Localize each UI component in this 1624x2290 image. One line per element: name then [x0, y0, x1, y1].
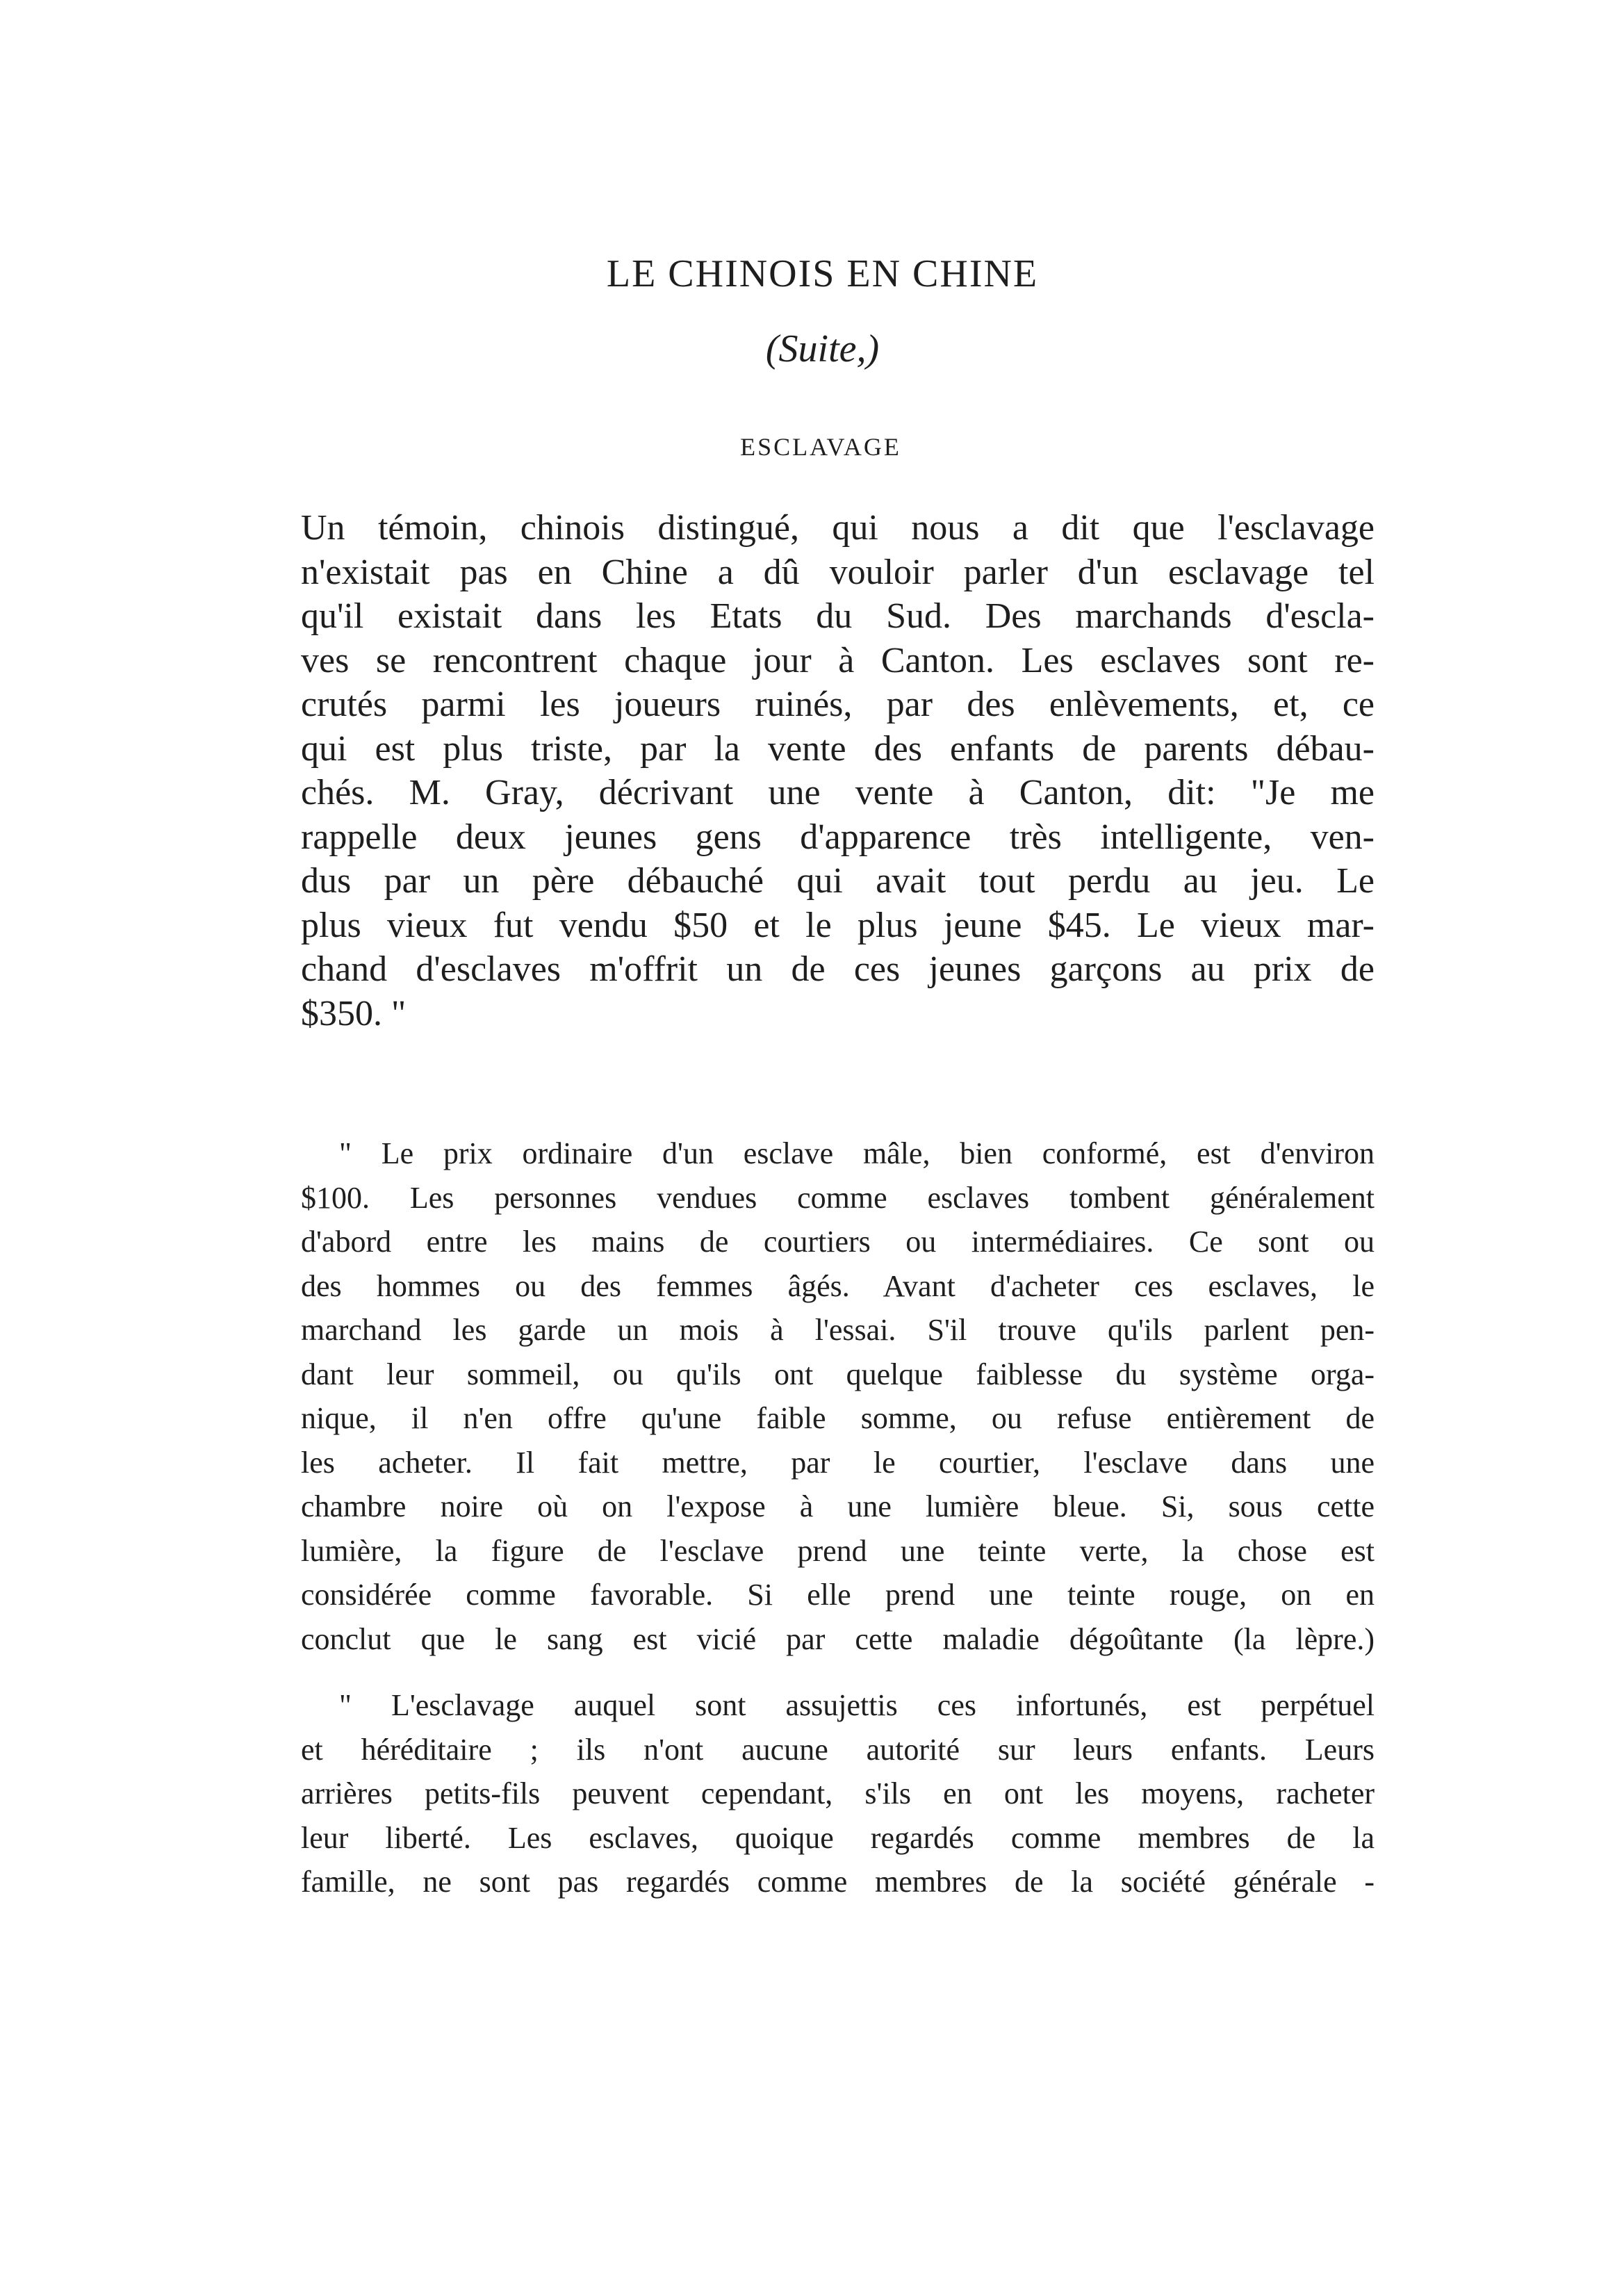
text-line: rappelle deux jeunes gens d'apparence très intelligente, ven-: [301, 817, 1375, 857]
text-line: et héréditaire ; ils n'ont aucune autorité sur leurs enfants. Leurs: [301, 1732, 1375, 1767]
text-line: considérée comme favorable. Si elle prend une teinte rouge, on en: [301, 1578, 1375, 1612]
text-line: arrières petits-fils peuvent cependant, s'ils en ont les moyens, racheter: [301, 1776, 1375, 1810]
paragraph-2: [301, 1131, 1375, 1661]
text-line: n'existait pas en Chine a dû vouloir parler d'un esclavage tel: [301, 552, 1375, 592]
text-line: chambre noire où on l'expose à une lumière bleue. Si, sous cette: [301, 1489, 1375, 1523]
paragraph-3: [301, 1683, 1375, 1904]
text-line: chés. M. Gray, décrivant une vente à Canton, dit: "Je me: [301, 773, 1375, 812]
text-line: " Le prix ordinaire d'un esclave mâle, bien conformé, est d'environ: [339, 1136, 1375, 1170]
text-line: dant leur sommeil, ou qu'ils ont quelque faiblesse du système orga-: [301, 1357, 1375, 1391]
text-line: chand d'esclaves m'offrit un de ces jeunes garçons au prix de: [301, 949, 1375, 989]
section-heading: ESCLAVAGE: [740, 433, 901, 461]
text-line: nique, il n'en offre qu'une faible somme, ou refuse entièrement de: [301, 1401, 1375, 1435]
paragraph-1: [301, 506, 1375, 1036]
text-line: des hommes ou des femmes âgés. Avant d'acheter ces esclaves, le: [301, 1268, 1375, 1303]
text-line: crutés parmi les joueurs ruinés, par des enlèvements, et, ce: [301, 685, 1375, 724]
text-line: d'abord entre les mains de courtiers ou intermédiaires. Ce sont ou: [301, 1225, 1375, 1259]
text-line: lumière, la figure de l'esclave prend une teinte verte, la chose est: [301, 1533, 1375, 1568]
text-line: conclut que le sang est vicié par cette maladie dégoûtante (la lèpre.): [301, 1621, 1375, 1656]
text-line: marchand les garde un mois à l'essai. S'il trouve qu'ils parlent pen-: [301, 1313, 1375, 1347]
text-line: famille, ne sont pas regardés comme membres de la société générale -: [301, 1865, 1375, 1899]
text-line: qui est plus triste, par la vente des enfants de parents débau-: [301, 728, 1375, 769]
text-line: qu'il existait dans les Etats du Sud. Des marchands d'escla-: [301, 596, 1375, 636]
text-line: leur liberté. Les esclaves, quoique regardés comme membres de la: [301, 1820, 1375, 1855]
text-line: $100. Les personnes vendues comme esclaves tombent généralement: [301, 1180, 1375, 1215]
page-subtitle: (Suite,): [765, 327, 880, 370]
text-line: plus vieux fut vendu $50 et le plus jeune $45. Le vieux mar-: [301, 905, 1375, 945]
text-line: dus par un père débauché qui avait tout perdu au jeu. Le: [301, 861, 1375, 901]
text-line: Un témoin, chinois distingué, qui nous a dit que l'esclavage: [301, 508, 1375, 548]
text-line: $350. ": [301, 993, 407, 1033]
text-line: " L'esclavage auquel sont assujettis ces infortunés, est perpétuel: [339, 1688, 1375, 1722]
page-title: LE CHINOIS EN CHINE: [606, 252, 1039, 295]
text-line: ves se rencontrent chaque jour à Canton. Les esclaves sont re-: [301, 640, 1375, 680]
text-line: les acheter. Il fait mettre, par le courtier, l'esclave dans une: [301, 1445, 1375, 1480]
